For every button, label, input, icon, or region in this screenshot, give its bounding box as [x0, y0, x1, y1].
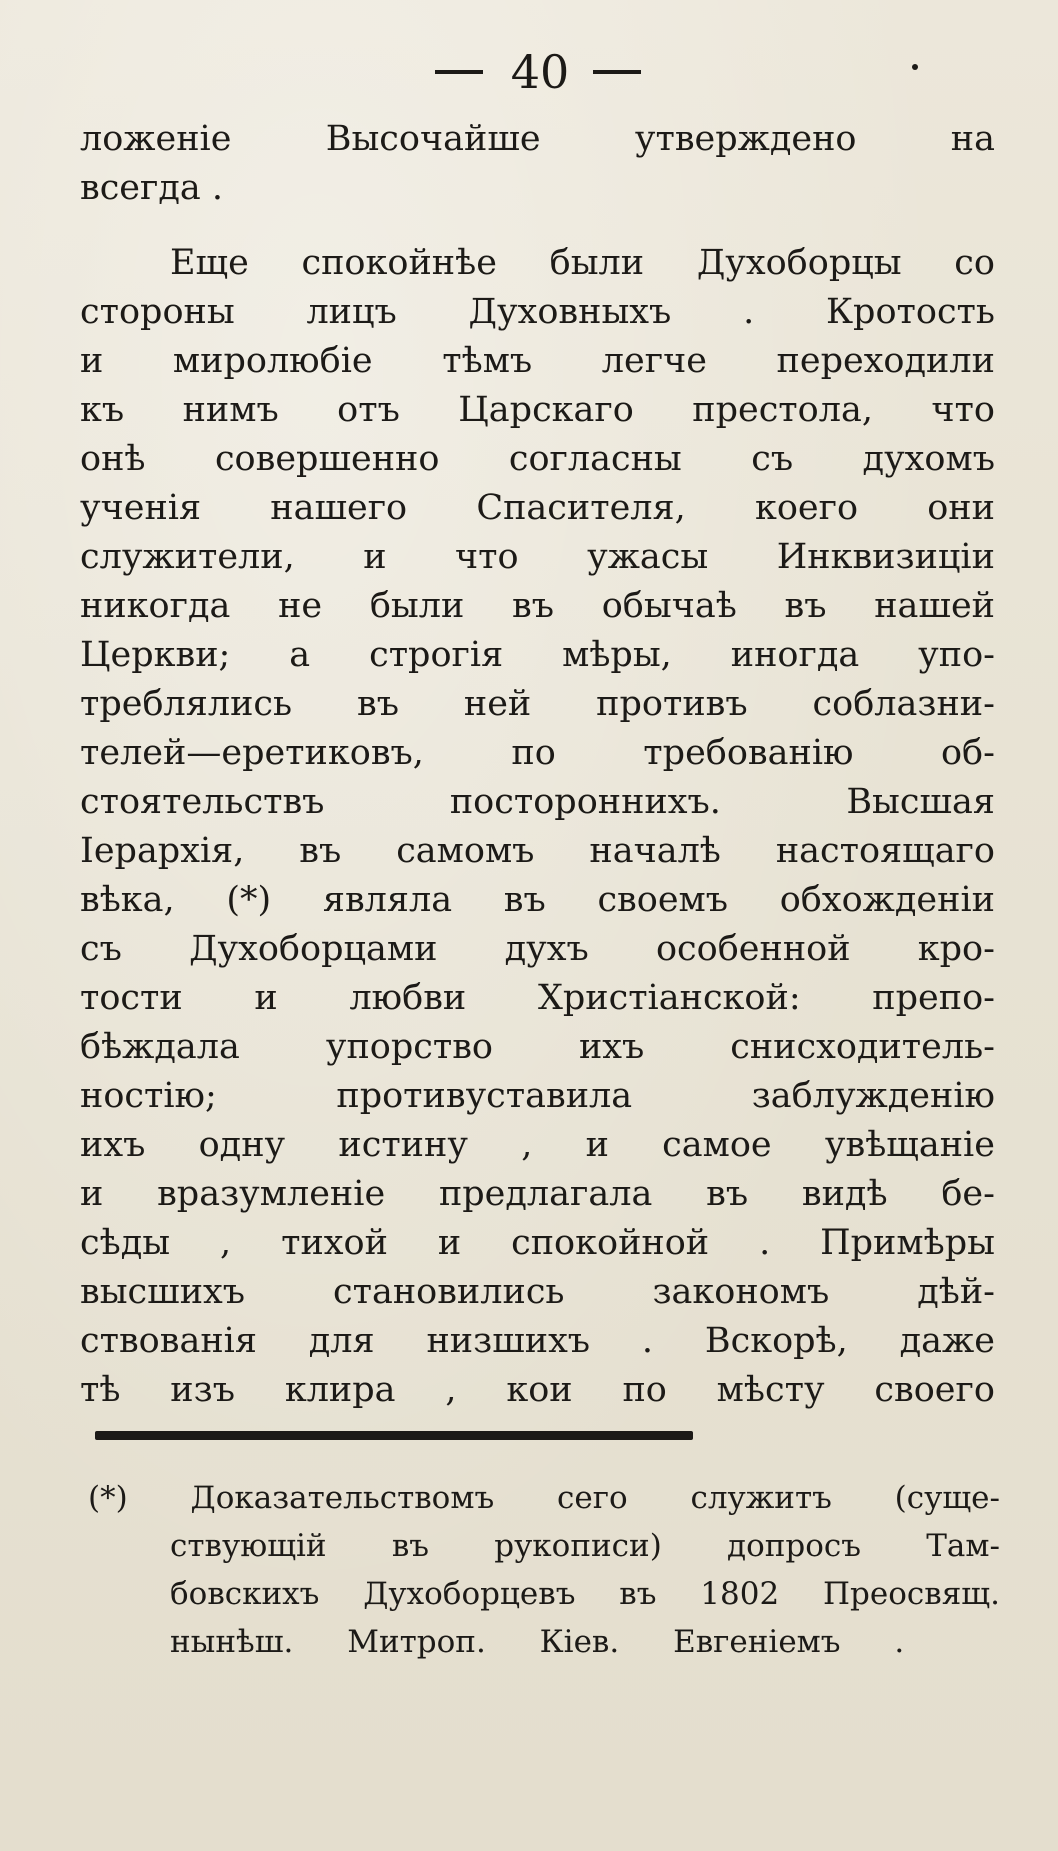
text-line: Церкви; а строгія мѣры, иногда упо- — [80, 635, 995, 675]
page-header — [0, 42, 1058, 102]
footnote-rule — [95, 1431, 693, 1440]
footnote-line: ствующій въ рукописи) допросъ Там- — [170, 1528, 1000, 1564]
footnote-line: нынѣш. Митроп. Кіев. Евгеніемъ . — [170, 1624, 905, 1660]
footnote-line: (*) Доказательствомъ сего служитъ (суще- — [88, 1480, 1000, 1516]
text-line: и вразумленіе предлагала въ видѣ бе- — [80, 1174, 995, 1214]
text-line: Еще спокойнѣе были Духоборцы со — [170, 243, 995, 283]
text-line: Іерархія, въ самомъ началѣ настоящаго — [80, 831, 995, 871]
text-line: стороны лицъ Духовныхъ . Кротость — [80, 292, 995, 332]
text-line: телей—еретиковъ, по требованію об- — [80, 733, 995, 773]
footnote-line: бовскихъ Духоборцевъ въ 1802 Преосвящ. — [170, 1576, 1000, 1612]
text-line: сѣды , тихой и спокойной . Примѣры — [80, 1223, 995, 1263]
text-line: треблялись въ ней противъ соблазни- — [80, 684, 995, 724]
text-line: ученія нашего Спасителя, коего они — [80, 488, 995, 528]
text-line: ихъ одну истину , и самое увѣщаніе — [80, 1125, 995, 1165]
footnote — [88, 1474, 1000, 1666]
text-line: ностію; противуставила заблужденію — [80, 1076, 995, 1116]
text-line: ложеніе Высочайше утверждено на — [80, 119, 995, 159]
text-line: онѣ совершенно согласны съ духомъ — [80, 439, 995, 479]
text-line: къ нимъ отъ Царскаго престола, что — [80, 390, 995, 430]
text-line: бѣждала упорство ихъ снисходитель- — [80, 1027, 995, 1067]
text-line: вѣка, (*) являла въ своемъ обхожденіи — [80, 880, 995, 920]
text-line: тѣ изъ клира , кои по мѣсту своего — [80, 1370, 995, 1410]
text-line: и миролюбіе тѣмъ легче переходили — [80, 341, 995, 381]
text-line: никогда не были въ обычаѣ въ нашей — [80, 586, 995, 626]
text-line: ствованія для низшихъ . Вскорѣ, даже — [80, 1321, 995, 1361]
text-line: стоятельствъ постороннихъ. Высшая — [80, 782, 995, 822]
ink-dot — [912, 64, 918, 70]
page-number: 40 — [510, 45, 570, 99]
body-text — [80, 115, 995, 1415]
left-dash — [435, 70, 483, 74]
text-line: съ Духоборцами духъ особенной кро- — [80, 929, 995, 969]
text-line: всегда . — [80, 168, 224, 208]
text-line: служители, и что ужасы Инквизиціи — [80, 537, 995, 577]
right-dash — [593, 70, 641, 74]
text-line: высшихъ становились закономъ дѣй- — [80, 1272, 995, 1312]
paragraph — [80, 239, 995, 1415]
text-line: тости и любви Христіанской: препо- — [80, 978, 995, 1018]
